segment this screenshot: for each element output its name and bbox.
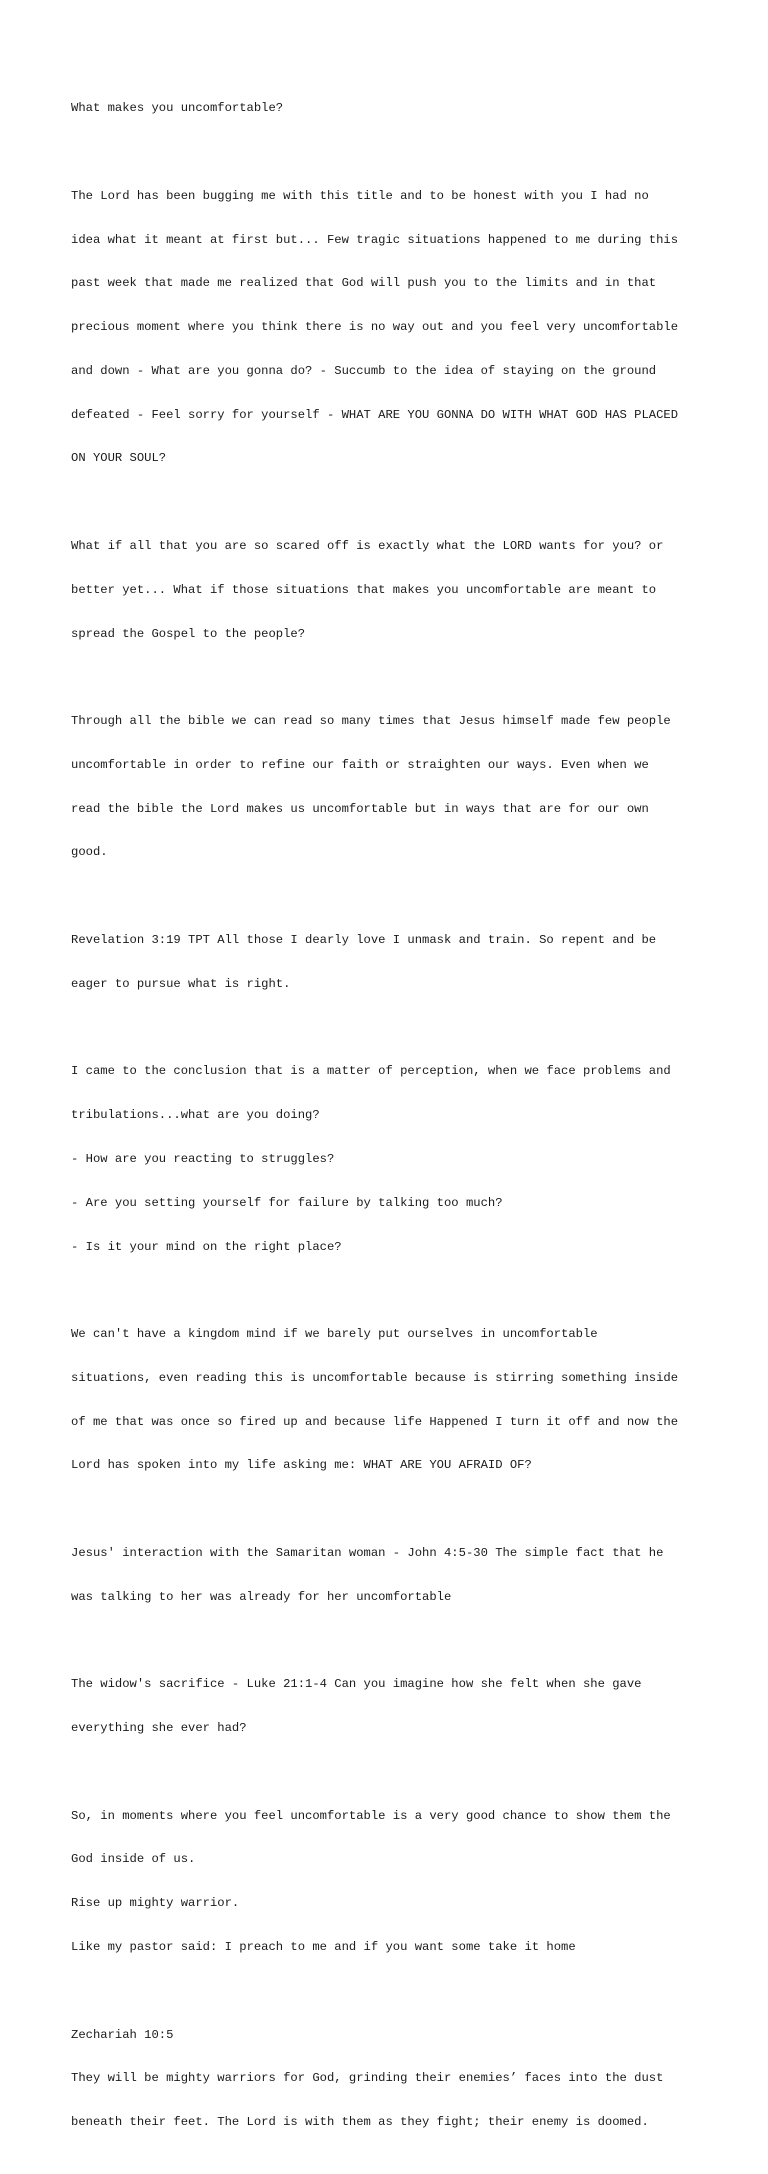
text-line: good. xyxy=(71,845,108,860)
text-line: beneath their feet. The Lord is with them as they fight; their enemy is doomed. xyxy=(71,2115,649,2130)
text-line: read the bible the Lord makes us uncomfortable but in ways that are for our own xyxy=(71,801,649,816)
text-line: We can't have a kingdom mind if we barely put ourselves in uncomfortable xyxy=(71,1327,598,1342)
list-item: - How are you reacting to struggles? xyxy=(71,1151,335,1166)
text-line: Through all the bible we can read so many times that Jesus himself made few people xyxy=(71,714,671,729)
text-line: Jesus' interaction with the Samaritan woman - John 4:5-30 The simple fact that he xyxy=(71,1545,664,1560)
list-item: - Are you setting yourself for failure by talking too much? xyxy=(71,1195,503,1210)
text-line: of me that was once so fired up and because life Happened I turn it off and now the xyxy=(71,1414,679,1429)
paragraph-conclusion xyxy=(71,1035,711,1283)
paragraph-revelation xyxy=(71,904,711,1021)
paragraph-widow xyxy=(71,1648,711,1765)
paragraph-title xyxy=(71,72,711,145)
text-line: So, in moments where you feel uncomfortable is a very good chance to show them the xyxy=(71,1808,671,1823)
text-line: idea what it meant at first but... Few tragic situations happened to me during this xyxy=(71,232,679,247)
text-line: What makes you uncomfortable? xyxy=(71,101,284,116)
text-line: everything she ever had? xyxy=(71,1721,247,1736)
text-line: defeated - Feel sorry for yourself - WHAT ARE YOU GONNA DO WITH WHAT GOD HAS PLACED xyxy=(71,407,679,422)
text-line: was talking to her was already for her uncomfortable xyxy=(71,1589,452,1604)
text-line: Like my pastor said: I preach to me and if you want some take it home xyxy=(71,1940,576,1954)
text-line: eager to pursue what is right. xyxy=(71,976,291,991)
text-line: The widow's sacrifice - Luke 21:1-4 Can you imagine how she felt when she gave xyxy=(71,1677,642,1692)
text-line: and down - What are you gonna do? - Succumb to the idea of staying on the ground xyxy=(71,363,657,378)
text-line: tribulations...what are you doing? xyxy=(71,1108,320,1123)
text-line: The Lord has been bugging me with this title and to be honest with you I had no xyxy=(71,188,649,203)
scripture-reference: Zechariah 10:5 xyxy=(71,2027,174,2042)
text-line: I came to the conclusion that is a matter of perception, when we face problems and xyxy=(71,1064,671,1079)
paragraph-samaritan xyxy=(71,1517,711,1634)
document-body xyxy=(71,72,711,2174)
text-line: uncomfortable in order to refine our faith or straighten our ways. Even when we xyxy=(71,757,649,772)
paragraph-bible xyxy=(71,685,711,889)
text-line: Revelation 3:19 TPT All those I dearly love I unmask and train. So repent and be xyxy=(71,933,657,948)
paragraph-intro xyxy=(71,160,711,496)
text-line: situations, even reading this is uncomfortable because is stirring something inside xyxy=(71,1370,679,1385)
text-line: Rise up mighty warrior. xyxy=(71,1896,240,1911)
text-line: They will be mighty warriors for God, grinding their enemies’ faces into the dust xyxy=(71,2071,664,2086)
text-line: past week that made me realized that God will push you to the limits and in that xyxy=(71,276,657,291)
paragraph-what-if xyxy=(71,510,711,671)
paragraph-kingdom-mind xyxy=(71,1298,711,1502)
text-line: ON YOUR SOUL? xyxy=(71,451,167,466)
paragraph-closing xyxy=(71,1779,711,1983)
text-line: better yet... What if those situations that makes you uncomfortable are meant to xyxy=(71,582,657,597)
text-line: spread the Gospel to the people? xyxy=(71,626,306,641)
list-item: - Is it your mind on the right place? xyxy=(71,1239,342,1254)
text-line: What if all that you are so scared off is exactly what the LORD wants for you? or xyxy=(71,539,664,553)
text-line: precious moment where you think there is no way out and you feel very uncomfortable xyxy=(71,320,679,335)
text-line: God inside of us. xyxy=(71,1852,196,1867)
paragraph-zechariah xyxy=(71,1998,711,2159)
text-line: Lord has spoken into my life asking me: WHAT ARE YOU AFRAID OF? xyxy=(71,1458,532,1473)
